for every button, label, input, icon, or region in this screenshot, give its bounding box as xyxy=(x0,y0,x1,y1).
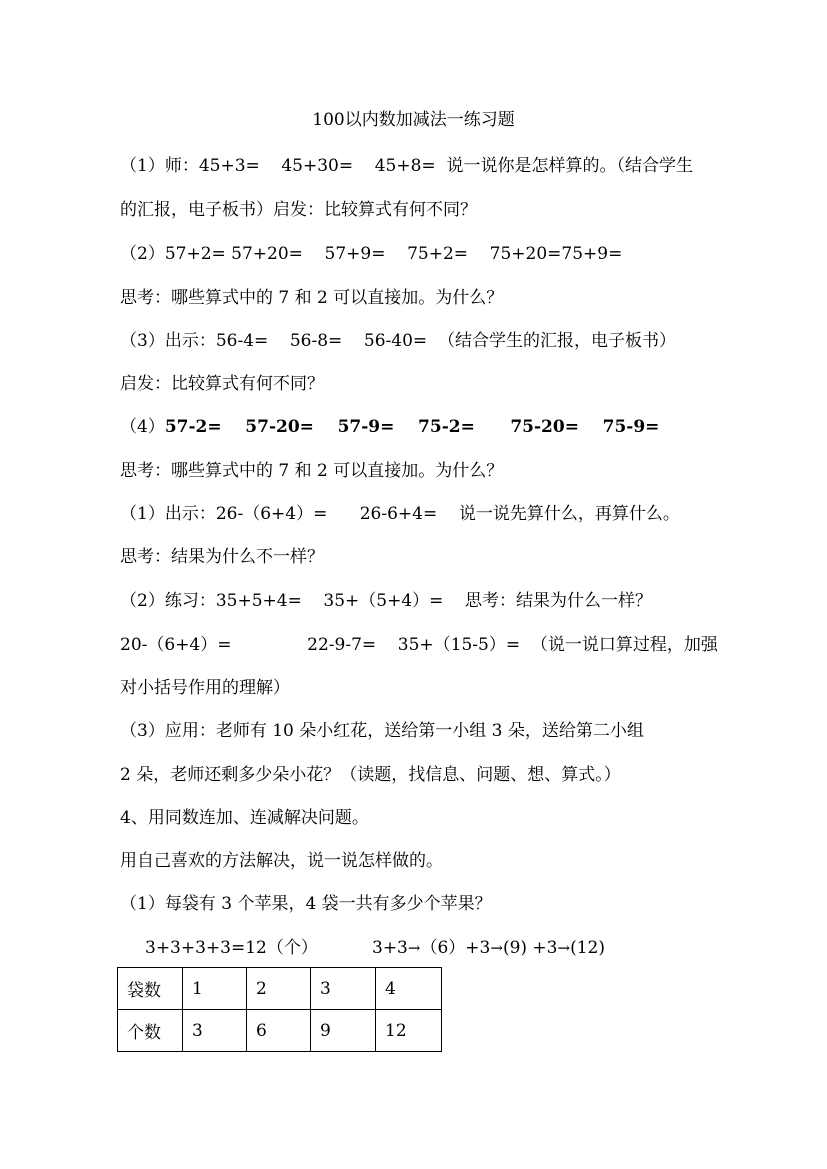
equation-part-3: (9) +3 xyxy=(502,938,558,958)
arrow-icon: → xyxy=(407,939,421,957)
table-row xyxy=(118,968,442,1010)
equation-left: 3+3+3+3=12（个） xyxy=(145,938,318,958)
text-line-16: 4、用同数连加、连减解决问题。 xyxy=(120,808,369,828)
table-cell: 3 xyxy=(183,1010,247,1052)
text-line-11: （2）练习：35+5+4= 35+（5+4）= 思考：结果为什么一样？ xyxy=(120,591,653,611)
text-line-7-bold-equations: 57-2= 57-20= 57-9= 75-2= 75-20= 75-9= xyxy=(164,417,660,437)
table-cell: 3 xyxy=(311,968,376,1010)
document-title: 100以内数加减法一练习题 xyxy=(312,110,515,130)
text-line-7 xyxy=(120,415,659,439)
text-line-6: 启发：比较算式有何不同？ xyxy=(120,374,324,394)
table-row xyxy=(118,1010,442,1052)
text-line-14: （3）应用：老师有 10 朵小红花，送给第一小组 3 朵，送给第二小组 xyxy=(120,721,644,741)
equation-part-1: 3+3 xyxy=(372,938,408,958)
table-cell: 袋数 xyxy=(118,968,183,1010)
text-line-1: （1）师：45+3= 45+30= 45+8= 说一说你是怎样算的。（结合学生 xyxy=(120,156,693,176)
table-cell: 12 xyxy=(376,1010,442,1052)
text-line-4: 思考：哪些算式中的 7 和 2 可以直接加。为什么？ xyxy=(120,288,504,308)
equation-part-4: (12) xyxy=(570,938,605,958)
arrow-icon: → xyxy=(490,939,503,957)
text-line-9: （1）出示：26-（6+4）= 26-6+4= 说一说先算什么，再算什么。 xyxy=(120,504,680,524)
text-line-7-prefix: （4） xyxy=(120,417,165,437)
text-line-2: 的汇报，电子板书）启发：比较算式有何不同？ xyxy=(120,200,477,220)
text-line-15: 2 朵，老师还剩多少朵小花？（读题，找信息、问题、想、算式。） xyxy=(120,765,621,785)
text-line-3: （2）57+2= 57+20= 57+9= 75+2= 75+20=75+9= xyxy=(120,244,623,264)
text-line-5: （3）出示：56-4= 56-8= 56-40= （结合学生的汇报，电子板书） xyxy=(120,331,676,351)
text-line-17: 用自己喜欢的方法解决，说一说怎样做的。 xyxy=(120,851,443,871)
equation-part-2: （6）+3 xyxy=(420,938,491,958)
table-cell: 9 xyxy=(311,1010,376,1052)
text-line-12: 20-（6+4）= 22-9-7= 35+（15-5）= （说一说口算过程，加强 xyxy=(120,635,718,655)
table-cell: 个数 xyxy=(118,1010,183,1052)
table-cell: 1 xyxy=(183,968,247,1010)
table-cell: 6 xyxy=(247,1010,311,1052)
equation-right xyxy=(372,936,605,960)
text-line-8: 思考：哪些算式中的 7 和 2 可以直接加。为什么？ xyxy=(120,461,504,481)
bags-apples-table xyxy=(117,967,442,1052)
table-cell: 2 xyxy=(247,968,311,1010)
arrow-icon: → xyxy=(557,939,571,957)
table-cell: 4 xyxy=(376,968,442,1010)
text-line-10: 思考：结果为什么不一样？ xyxy=(120,547,324,567)
text-line-13: 对小括号作用的理解） xyxy=(120,678,290,698)
text-line-18: （1）每袋有 3 个苹果，4 袋一共有多少个苹果？ xyxy=(120,894,492,914)
